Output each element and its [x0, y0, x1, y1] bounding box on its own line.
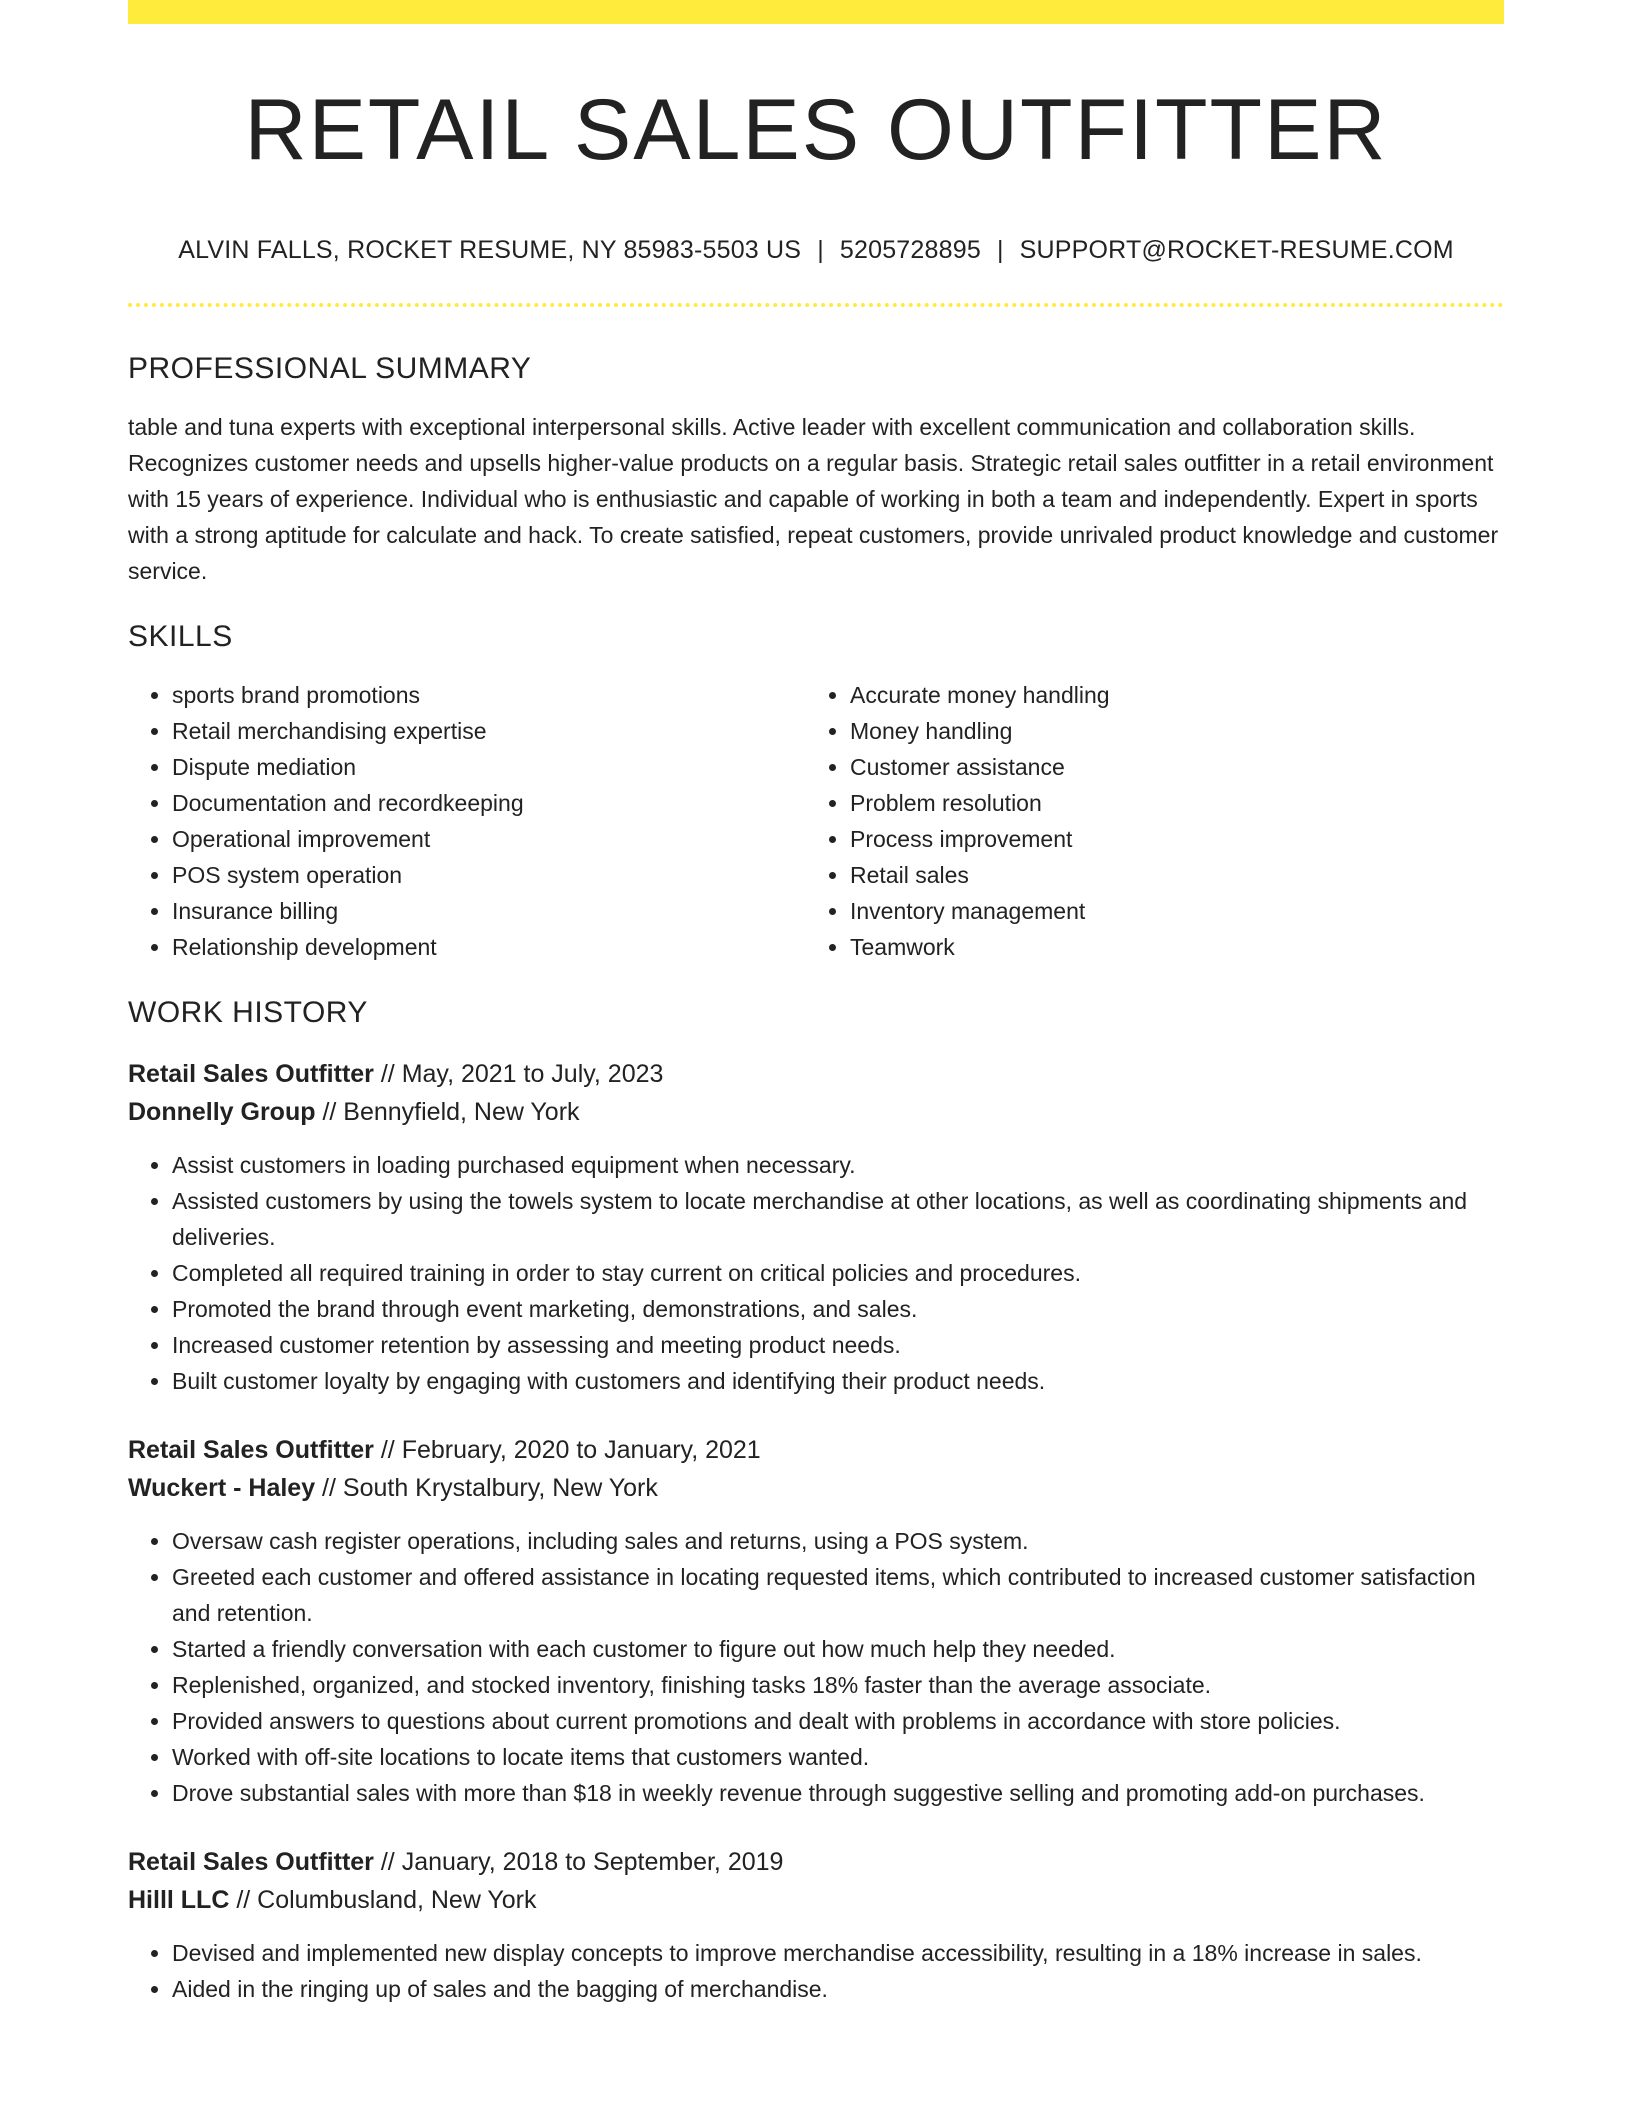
- skill-item: • sports brand promotions: [172, 677, 806, 713]
- skills-list-right: [806, 677, 1500, 965]
- job-entry: [128, 1431, 1504, 1811]
- job-location: // Columbusland, New York: [229, 1886, 537, 1914]
- skill-item: • Dispute mediation: [172, 749, 806, 785]
- skills-columns: [128, 677, 1504, 965]
- job-duty-item: • Promoted the brand through event marketing, demonstrations, and sales.: [172, 1291, 1504, 1327]
- job-duty-item: • Increased customer retention by assessing and meeting product needs.: [172, 1327, 1504, 1363]
- job-role: Retail Sales Outfitter: [128, 1060, 374, 1088]
- resume-page: [128, 0, 1504, 2007]
- job-dates: // May, 2021 to July, 2023: [373, 1060, 664, 1088]
- dotted-divider: [128, 303, 1504, 307]
- job-duty-item: • Assisted customers by using the towels system to locate merchandise at other locations, as well as coordinating shipments and deliveries.: [172, 1183, 1504, 1255]
- job-duty-item: • Built customer loyalty by engaging with customers and identifying their product needs.: [172, 1363, 1504, 1399]
- job-company-line: [128, 1469, 1504, 1507]
- skill-item: • Teamwork: [850, 929, 1500, 965]
- skill-item: • Problem resolution: [850, 785, 1500, 821]
- job-company-line: [128, 1093, 1504, 1131]
- job-location: // South Krystalbury, New York: [315, 1474, 658, 1502]
- job-duties-list: [128, 1523, 1504, 1811]
- skills-list-left: [128, 677, 806, 965]
- skill-item: • Retail sales: [850, 857, 1500, 893]
- job-dates: // January, 2018 to September, 2019: [373, 1848, 784, 1876]
- job-title-line: [128, 1055, 1504, 1093]
- job-duty-item: • Aided in the ringing up of sales and the bagging of merchandise.: [172, 1971, 1504, 2007]
- skill-item: • Insurance billing: [172, 893, 806, 929]
- work-history-section-title: WORK HISTORY: [128, 996, 368, 1029]
- skill-item: • Money handling: [850, 713, 1500, 749]
- skills-section-title: SKILLS: [128, 620, 233, 653]
- job-company: Hilll LLC: [128, 1886, 230, 1914]
- job-role: Retail Sales Outfitter: [128, 1436, 374, 1464]
- skill-item: • Customer assistance: [850, 749, 1500, 785]
- resume-name-heading: RETAIL SALES OUTFITTER: [244, 82, 1388, 178]
- job-duty-item: • Drove substantial sales with more than $18 in weekly revenue through suggestive selling and promoting add-on purchases.: [172, 1775, 1504, 1811]
- job-entry: [128, 1055, 1504, 1399]
- job-title-line: [128, 1843, 1504, 1881]
- job-duties-list: [128, 1147, 1504, 1399]
- job-role: Retail Sales Outfitter: [128, 1848, 374, 1876]
- skill-item: • Accurate money handling: [850, 677, 1500, 713]
- job-company-line: [128, 1881, 1504, 1919]
- skill-item: • Inventory management: [850, 893, 1500, 929]
- skill-item: • Retail merchandising expertise: [172, 713, 806, 749]
- skill-item: • POS system operation: [172, 857, 806, 893]
- accent-top-bar: [128, 0, 1504, 24]
- job-duty-item: • Assist customers in loading purchased equipment when necessary.: [172, 1147, 1504, 1183]
- contact-separator: |: [817, 236, 824, 264]
- job-duty-item: • Started a friendly conversation with each customer to figure out how much help they needed.: [172, 1631, 1504, 1667]
- job-duty-item: • Replenished, organized, and stocked inventory, finishing tasks 18% faster than the average associate.: [172, 1667, 1504, 1703]
- job-duty-item: • Devised and implemented new display concepts to improve merchandise accessibility, resulting in a 18% increase in sales.: [172, 1935, 1504, 1971]
- summary-section-title: PROFESSIONAL SUMMARY: [128, 352, 532, 385]
- contact-email: SUPPORT@ROCKET-RESUME.COM: [1019, 236, 1454, 264]
- contact-phone: 5205728895: [839, 236, 981, 264]
- job-entry: [128, 1843, 1504, 2007]
- skill-item: • Process improvement: [850, 821, 1500, 857]
- job-duty-item: • Oversaw cash register operations, including sales and returns, using a POS system.: [172, 1523, 1504, 1559]
- skill-item: • Documentation and recordkeeping: [172, 785, 806, 821]
- job-duty-item: • Completed all required training in order to stay current on critical policies and procedures.: [172, 1255, 1504, 1291]
- skill-item: • Operational improvement: [172, 821, 806, 857]
- summary-paragraph: table and tuna experts with exceptional interpersonal skills. Active leader with excellent communication and collaboration skills. Recognizes customer needs and upsells higher-value products on a regular basis. Strategic retail sales outfitter in a retail environment with 15 years of experience. Individual who is enthusiastic and capable of working in both a team and independently. Expert in sports with a strong aptitude for calculate and hack. To create satisfied, repeat customers, provide unrivaled product knowledge and customer service.: [128, 414, 1499, 584]
- skill-item: • Relationship development: [172, 929, 806, 965]
- contact-address: ALVIN FALLS, ROCKET RESUME, NY 85983-5503 US: [178, 236, 802, 264]
- job-company: Wuckert - Haley: [128, 1474, 316, 1502]
- contact-line: [128, 234, 1504, 266]
- job-duty-item: • Greeted each customer and offered assistance in locating requested items, which contributed to increased customer satisfaction and retention.: [172, 1559, 1504, 1631]
- job-title-line: [128, 1431, 1504, 1469]
- job-location: // Bennyfield, New York: [315, 1098, 580, 1126]
- contact-separator: |: [996, 236, 1004, 264]
- job-duty-item: • Provided answers to questions about current promotions and dealt with problems in accordance with store policies.: [172, 1703, 1504, 1739]
- job-dates: // February, 2020 to January, 2021: [373, 1436, 761, 1464]
- job-duties-list: [128, 1935, 1504, 2007]
- job-company: Donnelly Group: [128, 1098, 316, 1126]
- job-duty-item: • Worked with off-site locations to locate items that customers wanted.: [172, 1739, 1504, 1775]
